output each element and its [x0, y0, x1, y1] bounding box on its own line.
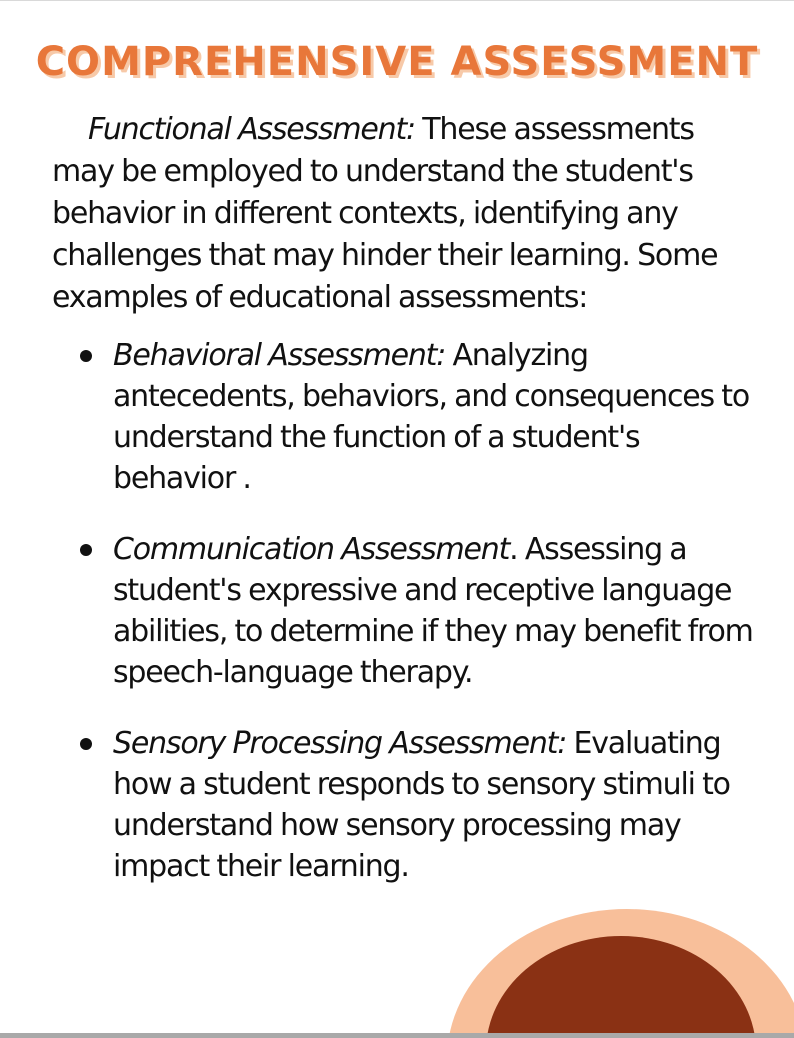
item-text: Evaluating how a student responds to sensory stimuli to understand how sensory processing may impact their learning.	[113, 726, 730, 884]
page-title: COMPREHENSIVE ASSESSMENT	[35, 39, 759, 85]
bullet-icon	[80, 350, 92, 362]
list-item	[80, 529, 760, 693]
bullet-icon	[80, 738, 92, 750]
item-term: Communication Assessment	[113, 532, 510, 567]
page-bottom-border	[0, 1033, 794, 1038]
intro-term: Functional Assessment:	[88, 112, 415, 147]
item-term: Sensory Processing Assessment:	[113, 726, 567, 761]
list-item	[80, 723, 760, 887]
intro-text: These assessments may be employed to understand the student's behavior in different contexts, identifying any challenges that may hinder their learning. Some examples of educational assessments:	[52, 112, 718, 315]
item-term: Behavioral Assessment:	[113, 338, 446, 373]
item-text: . Assessing a student's expressive and receptive language abilities, to determine if they may benefit from speech-language therapy.	[113, 532, 753, 690]
intro-paragraph	[52, 109, 752, 319]
assessment-list	[80, 335, 760, 917]
list-item	[80, 335, 760, 499]
bullet-icon	[80, 544, 92, 556]
item-text: Analyzing antecedents, behaviors, and consequences to understand the function of a student's behavior .	[113, 338, 750, 496]
